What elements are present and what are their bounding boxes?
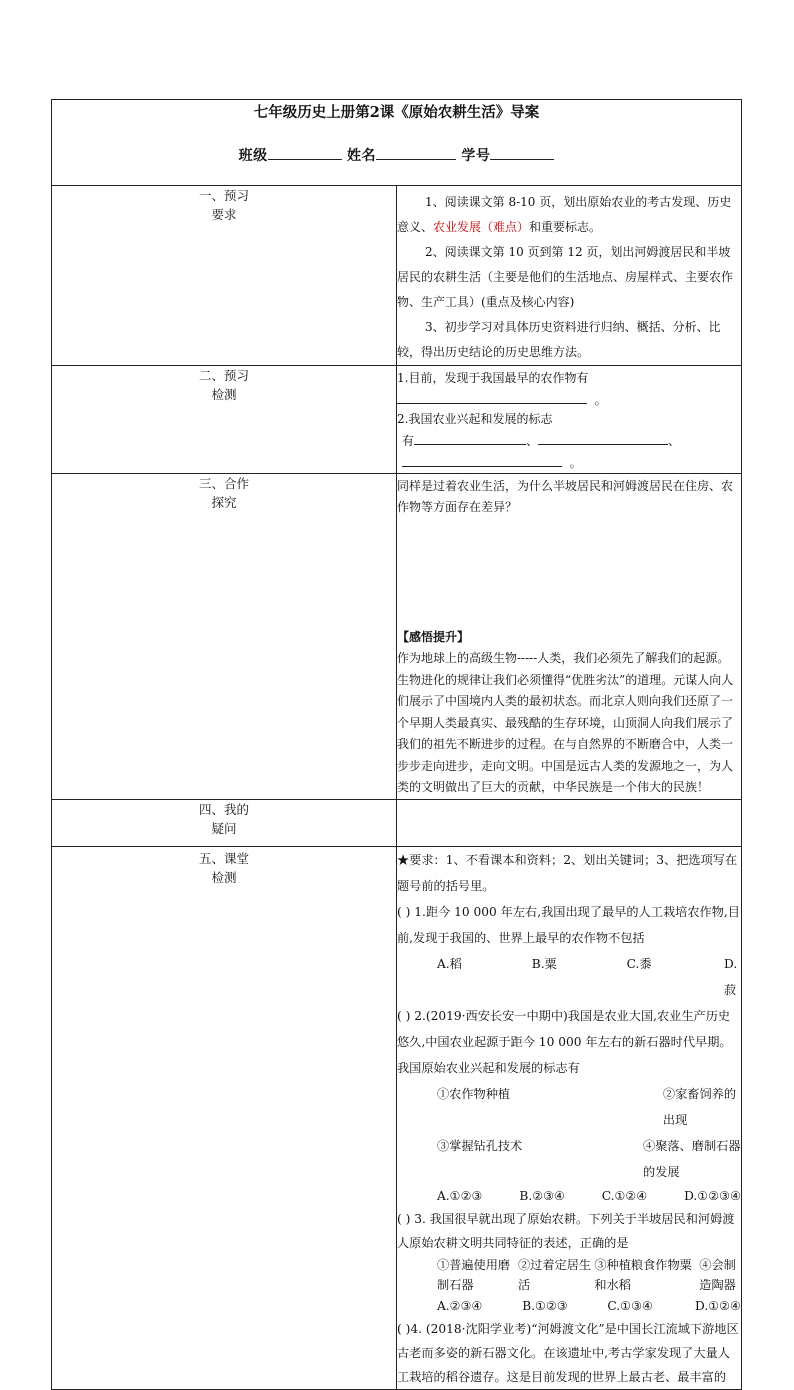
section1-item1 <box>397 190 741 240</box>
section3-label-line2: 探究 <box>211 495 237 510</box>
q2-prefix: 有 <box>402 434 415 448</box>
requirement-line: ★要求：1、不看课本和资料；2、划出关键词；3、把选项写在题号前的括号里。 <box>397 852 738 893</box>
q2-item-1: ①农作物种植 <box>437 1086 511 1101</box>
class-label: 班级 <box>238 148 268 164</box>
q3-item-3: ③种植粮食作物粟和水稻 <box>594 1257 692 1292</box>
section3-label-line1: 三、合作 <box>198 476 249 491</box>
q2-items-row1 <box>397 1081 741 1133</box>
item1-highlight: 农业发展（难点） <box>433 220 530 234</box>
section2-q2-blanks <box>397 429 741 473</box>
section2-label-line1: 二、预习 <box>198 368 249 383</box>
section5-label-line1: 五、课堂 <box>198 850 249 866</box>
q2-item-3: ③掌握钻孔技术 <box>437 1138 523 1153</box>
section1-item3: 3、初步学习对具体历史资料进行归纳、概括、分析、比较，得出历史结论的历史思维方法。 <box>397 320 721 359</box>
page-title: 七年级历史上册第2课《原始农耕生活》导案 <box>253 104 540 121</box>
section2-label-line2: 检测 <box>211 387 237 402</box>
section3-label <box>52 474 397 800</box>
section2-q2: 2.我国农业兴起和发展的标志 <box>397 412 553 426</box>
section3-content <box>397 474 742 800</box>
name-label: 姓名 <box>347 148 376 164</box>
q1-stem: ( ) 1.距今 10 000 年左右,我国出现了最早的人工栽培农作物,目前,发现于我国的、世界上最早的农作物不包括 <box>397 904 740 945</box>
q2-end: 。 <box>569 456 582 470</box>
item1-text: 1、阅读课文第 8-10 页，划出原始农业的考古发现、历史意义、 <box>397 195 732 234</box>
insight-title: 【感悟提升】 <box>397 630 470 644</box>
q2-sep-2: 、 <box>668 434 681 448</box>
q2-option-a[interactable]: A.①②③ <box>437 1188 483 1203</box>
q1-end: 。 <box>594 393 607 407</box>
q1-option-d[interactable]: D.菽 <box>724 956 738 997</box>
q1-option-a[interactable]: A.稻 <box>437 956 462 971</box>
section2-content <box>397 366 742 474</box>
section1-item2: 2、阅读课文第 10 页到第 12 页，划出河姆渡居民和半坡居民的农耕生活（主要是他们的生活地点、房屋样式、主要农作物、生产工具）(重点及核心内容) <box>397 245 734 309</box>
student-info-line <box>52 144 741 167</box>
q2-stem: ( ) 2.(2019·西安长安一中期中)我国是农业大国,农业生产历史悠久,中国农业起源于距今 10 000 年左右的新石器时代早期。我国原始农业兴起和发展的标志有 <box>397 1008 732 1075</box>
document-page <box>51 99 742 1390</box>
q2-blank-1[interactable] <box>414 429 526 445</box>
section4-label <box>52 799 397 846</box>
q1-option-b[interactable]: B.粟 <box>531 956 557 971</box>
section5-content <box>397 846 742 1389</box>
q2-option-c[interactable]: C.①②④ <box>601 1188 648 1203</box>
q3-items <box>397 1255 741 1295</box>
q3-item-2: ②过着定居生活 <box>517 1257 592 1292</box>
section2-label <box>52 366 397 474</box>
q2-option-d[interactable]: D.①②③④ <box>684 1188 741 1203</box>
class-blank[interactable] <box>268 144 342 160</box>
section1-content <box>397 186 742 366</box>
id-label: 学号 <box>461 148 491 164</box>
section1-label <box>52 186 397 366</box>
q2-items-row2 <box>397 1133 741 1185</box>
q1-blank[interactable] <box>397 388 587 404</box>
q1-text: 1.目前，发现于我国最早的农作物有 <box>397 371 589 385</box>
section3-question: 同样是过着农业生活，为什么半坡居民和河姆渡居民在住房、农作物等方面存在差异？ <box>397 479 734 514</box>
q3-item-1: ①普遍使用磨制石器 <box>437 1257 511 1292</box>
q2-blank-3[interactable] <box>402 451 562 467</box>
item1-end: 和重要标志。 <box>529 220 602 234</box>
q2-options <box>397 1185 741 1207</box>
q3-option-d[interactable]: D.①②④ <box>695 1298 741 1313</box>
answer-space[interactable] <box>397 518 741 627</box>
q2-item-4: ④聚落、磨制石器的发展 <box>643 1138 741 1179</box>
q3-option-a[interactable]: A.②③④ <box>437 1298 483 1313</box>
q2-sep-1: 、 <box>526 434 539 448</box>
header-cell <box>52 100 742 186</box>
q3-item-4: ④会制造陶器 <box>699 1257 736 1292</box>
section4-label-line2: 疑问 <box>211 820 237 836</box>
section1-label-line2: 要求 <box>211 207 237 222</box>
q2-blank-2[interactable] <box>538 429 668 445</box>
q3-options <box>397 1295 741 1317</box>
q3-stem: ( ) 3. 我国很早就出现了原始农耕。下列关于半坡居民和河姆渡人原始农耕文明共同特征的表述，正确的是 <box>397 1211 735 1250</box>
q2-option-b[interactable]: B.②③④ <box>519 1188 565 1203</box>
section4-content[interactable] <box>397 799 742 846</box>
lesson-plan-table <box>51 99 742 1390</box>
q4-stem: ( )4. (2018·沈阳学业考)“河姆渡文化”是中国长江流域下游地区古老而多姿的新石器文化。在该遗址中,考古学家发现了大量人工栽培的稻谷遗存。这是目前发现的世界上最古老、最丰富的 <box>397 1321 739 1384</box>
id-blank[interactable] <box>490 144 554 160</box>
insight-text: 作为地球上的高级生物-----人类，我们必须先了解我们的起源。生物进化的规律让我们必须懂得“优胜劣汰”的道理。元谋人向人们展示了中国境内人类的最初状态。而北京人则向我们还原了一个早期人类最真实、最残酷的生存环境，山顶洞人向我们展示了我们的祖先不断进步的过程。在与自然界的不断磨合中，人类一步步走向进步，走向文明。中国是远古人类的发源地之一，为人类的文明做出了巨大的贡献，中华民族是一个伟大的民族！ <box>397 651 734 794</box>
section5-label <box>52 846 397 1389</box>
section1-label-line1: 一、预习 <box>198 188 249 203</box>
q3-option-b[interactable]: B.①②③ <box>522 1298 568 1313</box>
q1-option-c[interactable]: C.黍 <box>626 956 652 971</box>
section4-label-line1: 四、我的 <box>198 801 249 817</box>
section2-q1 <box>397 369 741 410</box>
q3-option-c[interactable]: C.①③④ <box>607 1298 653 1313</box>
name-blank[interactable] <box>376 144 456 160</box>
section5-label-line2: 检测 <box>211 869 237 885</box>
q1-options <box>397 951 741 1003</box>
q2-item-2: ②家畜饲养的出现 <box>662 1086 737 1127</box>
